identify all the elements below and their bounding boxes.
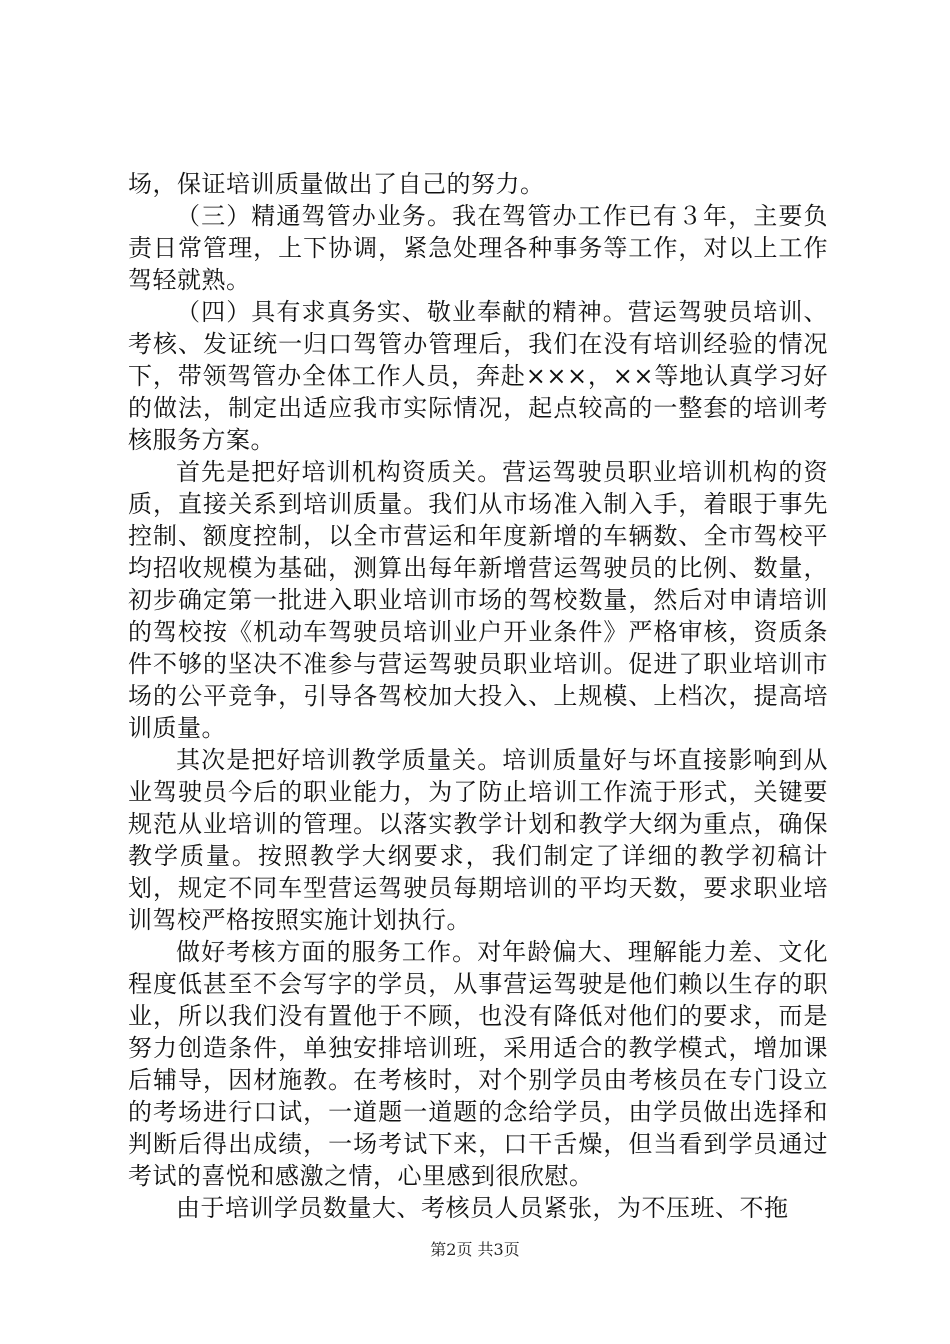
paragraph-trailing: 由于培训学员数量大、考核员人员紧张，为不压班、不拖 [176,1194,789,1222]
page-number-footer: 第2页 共3页 [430,1240,520,1259]
paragraph-section-three: （三）精通驾管办业务。我在驾管办工作已有３年，主要负责日常管理，上下协调，紧急处理各种事务等工作，对以上工作驾轻就熟。 [128,202,828,294]
paragraph-assessment-service: 做好考核方面的服务工作。对年龄偏大、理解能力差、文化程度低甚至不会写字的学员，从事营运驾驶是他们赖以生存的职业，所以我们没有置他于不顾，也没有降低对他们的要求，而是努力创造条件，单独安排培训班，采用适合的教学模式，增加课后辅导，因材施教。在考核时，对个别学员由考核员在专门设立的考场进行口试，一道题一道题的念给学员，由学员做出选择和判断后得出成绩，一场考试下来，口干舌燥，但当看到学员通过考试的喜悦和感激之情，心里感到很欣慰。 [128,938,828,1190]
paragraph-section-four: （四）具有求真务实、敬业奉献的精神。营运驾驶员培训、考核、发证统一归口驾管办管理后，我们在没有培训经验的情况下，带领驾管办全体工作人员，奔赴×××，××等地认真学习好的做法，制定出适应我市实际情况，起点较高的一整套的培训考核服务方案。 [128,298,828,454]
paragraph-continued: 场，保证培训质量做出了自己的努力。 [128,170,545,198]
paragraph-qualification: 首先是把好培训机构资质关。营运驾驶员职业培训机构的资质，直接关系到培训质量。我们从市场准入制入手，着眼于事先控制、额度控制，以全市营运和年度新增的车辆数、全市驾校平均招收规模为基础，测算出每年新增营运驾驶员的比例、数量，初步确定第一批进入职业培训市场的驾校数量，然后对申请培训的驾校按《机动车驾驶员培训业户开业条件》严格审核，资质条件不够的坚决不准参与营运驾驶员职业培训。促进了职业培训市场的公平竞争，引导各驾校加大投入、上规模、上档次，提高培训质量。 [128,458,828,742]
paragraph-teaching-quality: 其次是把好培训教学质量关。培训质量好与坏直接影响到从业驾驶员今后的职业能力，为了防止培训工作流于形式，关键要规范从业培训的管理。以落实教学计划和教学大纲为重点，确保教学质量。按照教学大纲要求，我们制定了详细的教学初稿计划，规定不同车型营运驾驶员每期培训的平均天数，要求职业培训驾校严格按照实施计划执行。 [128,746,828,934]
document-body [128,168,828,1224]
